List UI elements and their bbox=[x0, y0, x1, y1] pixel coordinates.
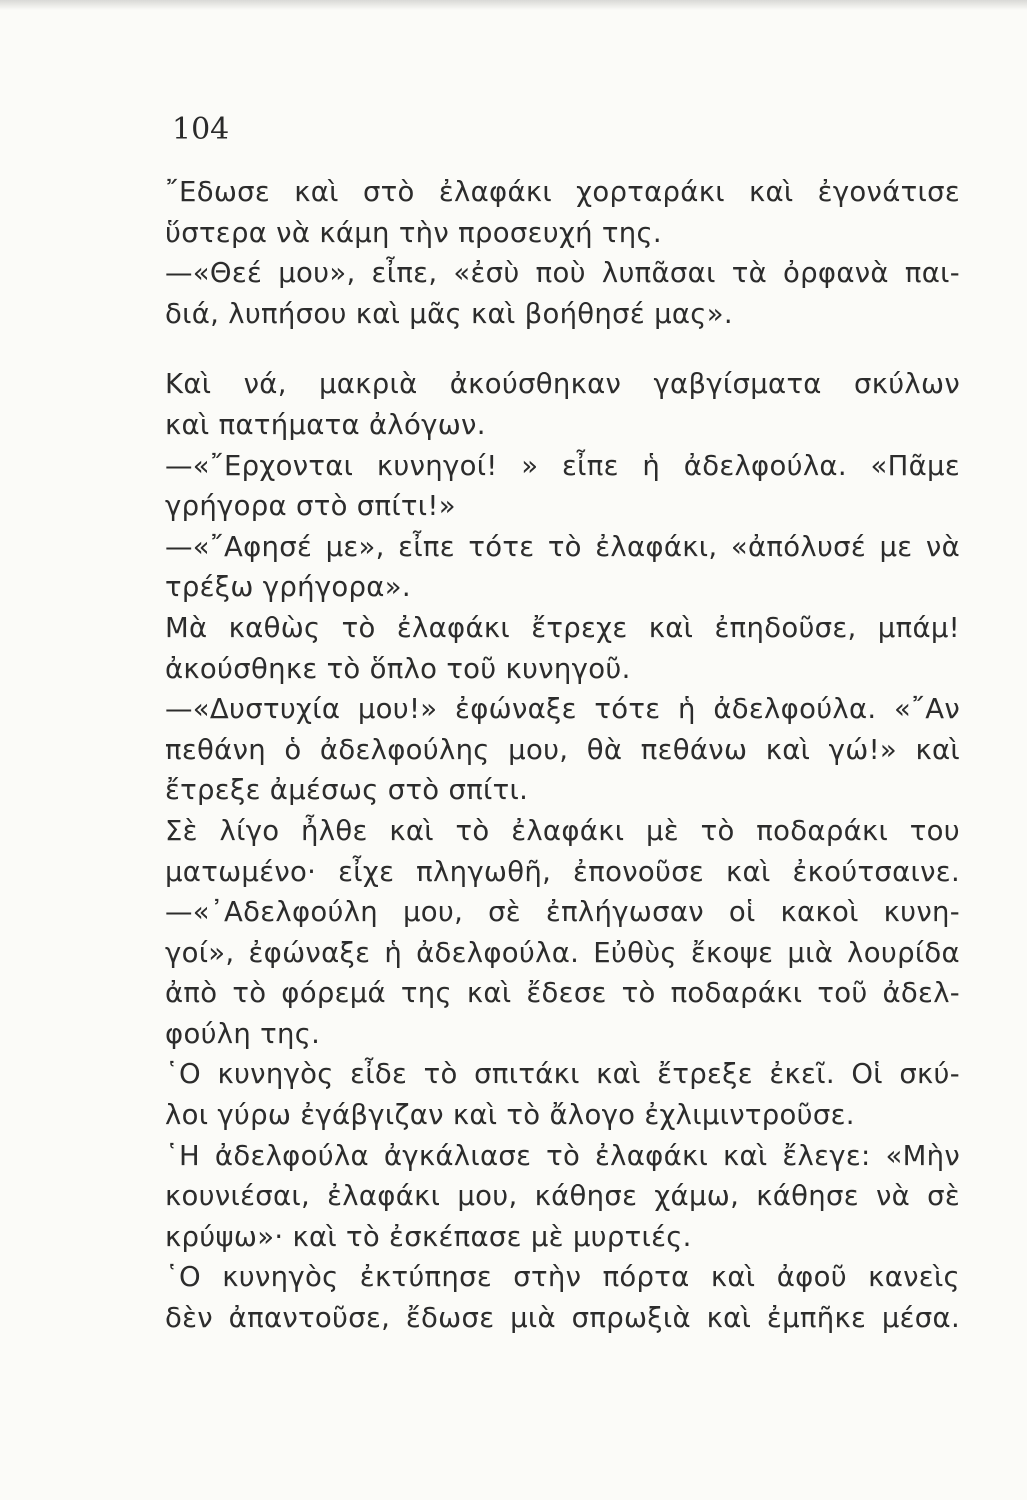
text-line: γρήγορα στὸ σπίτι!» bbox=[165, 490, 456, 523]
text-line: —«᾿Αδελφούλη μου, σὲ ἐπλήγωσαν οἱ κακοὶ κυνη- bbox=[165, 896, 960, 929]
text-line: πεθάνη ὁ ἀδελφούλης μου, θὰ πεθάνω καὶ γώ!» καὶ bbox=[165, 733, 960, 766]
text-line: —«Θεέ μου», εἶπε, «ἐσὺ ποὺ λυπᾶσαι τὰ ὀρφανὰ παι- bbox=[165, 257, 960, 290]
text-line: τρέξω γρήγορα». bbox=[165, 571, 411, 604]
text-line: κουνιέσαι, ἐλαφάκι μου, κάθησε χάμω, κάθησε νὰ σὲ bbox=[165, 1180, 960, 1213]
text-line: —«῎Αφησέ με», εἶπε τότε τὸ ἐλαφάκι, «ἀπόλυσέ με νὰ bbox=[165, 530, 960, 563]
text-line: ἔτρεξε ἀμέσως στὸ σπίτι. bbox=[165, 774, 529, 807]
text-line: γοί», ἐφώναξε ἡ ἀδελφούλα. Εὐθὺς ἔκοψε μιὰ λουρίδα bbox=[165, 936, 960, 969]
text-line: δὲν ἀπαντοῦσε, ἔδωσε μιὰ σπρωξιὰ καὶ ἐμπῆκε μέσα. bbox=[165, 1302, 960, 1335]
text-line: κρύψω»· καὶ τὸ ἐσκέπασε μὲ μυρτιές. bbox=[165, 1220, 692, 1253]
text-line: ῾Ο κυνηγὸς εἶδε τὸ σπιτάκι καὶ ἔτρεξε ἐκεῖ. Οἱ σκύ- bbox=[165, 1058, 960, 1091]
text-line: ὕστερα νὰ κάμη τὴν προσευχή της. bbox=[165, 216, 662, 249]
text-line: ἀκούσθηκε τὸ ὅπλο τοῦ κυνηγοῦ. bbox=[165, 652, 631, 685]
text-line: ἀπὸ τὸ φόρεμά της καὶ ἔδεσε τὸ ποδαράκι τοῦ ἀδελ- bbox=[165, 977, 960, 1010]
text-line: ῾Ο κυνηγὸς ἐκτύπησε στὴν πόρτα καὶ ἀφοῦ κανεὶς bbox=[165, 1261, 960, 1294]
page-top-edge bbox=[0, 0, 1027, 10]
text-line: φούλη της. bbox=[165, 1017, 321, 1050]
text-line: λοι γύρω ἐγάβγιζαν καὶ τὸ ἄλογο ἐχλιμιντροῦσε. bbox=[165, 1099, 855, 1132]
body-text bbox=[165, 172, 960, 1339]
text-line: διά, λυπήσου καὶ μᾶς καὶ βοήθησέ μας». bbox=[165, 297, 733, 330]
text-line: ῎Εδωσε καὶ στὸ ἐλαφάκι χορταράκι καὶ ἐγονάτισε bbox=[165, 176, 960, 208]
text-line: —«῎Ερχονται κυνηγοί! » εἶπε ἡ ἀδελφούλα. «Πᾶμε bbox=[165, 449, 960, 482]
text-line: καὶ πατήματα ἀλόγων. bbox=[165, 408, 486, 441]
text-line: ῾Η ἀδελφούλα ἀγκάλιασε τὸ ἐλαφάκι καὶ ἔλεγε: «Μὴν bbox=[165, 1139, 960, 1172]
text-line: Σὲ λίγο ἦλθε καὶ τὸ ἐλαφάκι μὲ τὸ ποδαράκι του bbox=[165, 814, 960, 847]
text-line: —«Δυστυχία μου!» ἐφώναξε τότε ἡ ἀδελφούλα. «῎Αν bbox=[165, 693, 960, 726]
text-line: Καὶ νά, μακριὰ ἀκούσθηκαν γαβγίσματα σκύλων bbox=[165, 368, 960, 401]
text-line: Μὰ καθὼς τὸ ἐλαφάκι ἔτρεχε καὶ ἐπηδοῦσε, μπάμ! bbox=[165, 611, 960, 644]
page-number: 104 bbox=[172, 112, 230, 147]
text-line: ματωμένο· εἶχε πληγωθῆ, ἐπονοῦσε καὶ ἐκούτσαινε. bbox=[165, 855, 960, 888]
